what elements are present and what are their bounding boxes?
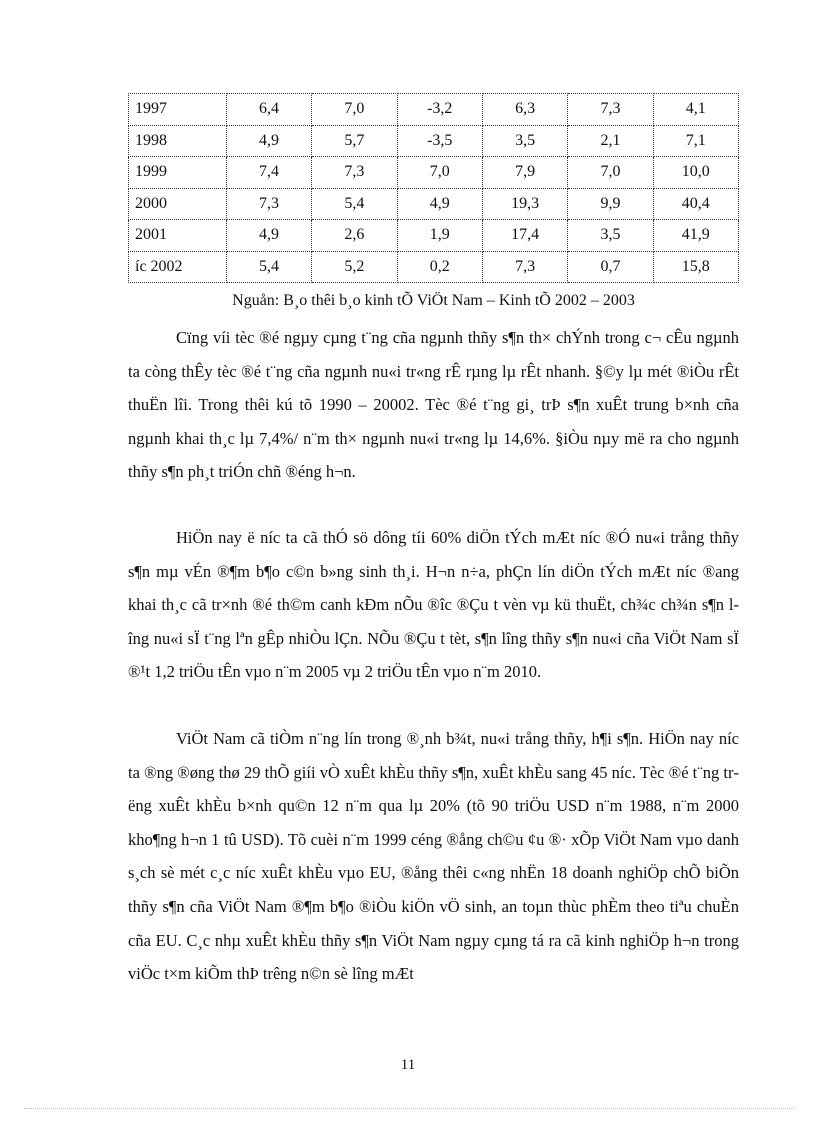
table-cell-value: 4,1 (653, 94, 738, 126)
table-cell-value: 41,9 (653, 220, 738, 252)
table-row (129, 251, 739, 283)
table-body (129, 94, 739, 283)
paragraph-1: Cïng víi tèc ®é ngµy cµng t¨ng cña ngµnh thñy s¶n th× chÝnh trong c¬ cÊu ngµnh ta còng thÊy tèc ®é t¨ng cña ngµnh nu«i tr«ng rÊ rµng lµ rÊt nhanh. §©y lµ mét ®iÒu rÊt thuËn lîi. Trong thêi kú tõ 1990 – 20002. Tèc ®é t¨ng gi¸ trÞ s¶n xuÊt trung b×nh cña ngµnh khai th¸c lµ 7,4%/ n¨m th× ngµnh nu«i tr«ng lµ 14,6%. §iÒu nµy më ra cho ngµnh thñy s¶n ph¸t triÓn chñ ®éng h¬n. (128, 328, 739, 482)
table-cell-value: 7,4 (226, 157, 311, 189)
table-cell-value: -3,2 (397, 94, 482, 126)
paragraph-2: HiÖn nay ë níc ta cã thÓ sö dông tíi 60% diÖn tÝch mÆt níc ®Ó nu«i trång thñy s¶n mµ vÉn ®¶m b¶o c©n b»ng sinh th¸i. H¬n n÷a, phÇn lín diÖn tÝch mÆt níc ®ang khai th¸c cã tr×nh ®é th©m canh kÐm nÕu ®îc ®Çu t vèn vµ kü thuËt, ch¾c ch¾n s¶n lîng nu«i sÏ t¨ng lªn gÊp nhiÒu lÇn. NÕu ®Çu t tèt, s¶n lîng thñy s¶n nu«i cña ViÖt Nam sÏ ®¹t 1,2 triÖu tÊn vµo n¨m 2005 vµ 2 triÖu tÊn vµo n¨m 2010. (128, 528, 739, 682)
table-cell-value: 40,4 (653, 188, 738, 220)
page-bottom-divider (24, 1108, 794, 1109)
table-cell-value: 5,4 (312, 188, 397, 220)
table-cell-value: 1,9 (397, 220, 482, 252)
table-cell-value: 15,8 (653, 251, 738, 283)
table-row (129, 94, 739, 126)
table-cell-year: íc 2002 (129, 251, 227, 283)
table-cell-value: 7,3 (312, 157, 397, 189)
table-cell-value: 7,1 (653, 125, 738, 157)
table-row (129, 125, 739, 157)
table-cell-value: 3,5 (482, 125, 567, 157)
table-cell-year: 2000 (129, 188, 227, 220)
table-cell-value: 6,4 (226, 94, 311, 126)
table-row (129, 188, 739, 220)
table-cell-value: 19,3 (482, 188, 567, 220)
statistics-table (128, 93, 739, 283)
table-cell-value: 17,4 (482, 220, 567, 252)
table-cell-value: 4,9 (226, 220, 311, 252)
table-cell-value: 0,7 (568, 251, 653, 283)
table-cell-value: 3,5 (568, 220, 653, 252)
page-number: 11 (400, 1057, 416, 1073)
table-cell-value: 7,0 (397, 157, 482, 189)
table-cell-year: 2001 (129, 220, 227, 252)
table-cell-value: 4,9 (226, 125, 311, 157)
paragraph-3: ViÖt Nam cã tiÒm n¨ng lín trong ®¸nh b¾t, nu«i trång thñy, h¶i s¶n. HiÖn nay níc ta ®ng ®øng thø 29 thÕ giíi vÒ xuÊt khÈu thñy s¶n, xuÊt khÈu sang 45 níc. Tèc ®é t¨ng trëng xuÊt khÈu b×nh qu©n 12 n¨m qua lµ 20% (tõ 90 triÖu USD n¨m 1988, n¨m 2000 kho¶ng h¬n 1 tû USD). Tõ cuèi n¨m 1999 céng ®ång ch©u ¢u ®· xÕp ViÖt Nam vµo danh s¸ch sè mét c¸c níc xuÊt khÈu vµo EU, ®ång thêi c«ng nhËn 18 doanh nghiÖp chÕ biÕn thñy s¶n cña ViÖt Nam ®¶m b¶o ®iÒu kiÖn vÖ sinh, an toµn thùc phÈm theo tiªu chuÈn cña EU. C¸c nhµ xuÊt khÈu thñy s¶n ViÖt Nam ngµy cµng tá ra cã kinh nghiÖp h¬n trong viÖc t×m kiÕm thÞ trêng n©n sè lîng mÆt (128, 729, 739, 984)
table-cell-value: 7,9 (482, 157, 567, 189)
table-cell-year: 1998 (129, 125, 227, 157)
table-cell-value: 4,9 (397, 188, 482, 220)
table-cell-value: 5,2 (312, 251, 397, 283)
table-row (129, 220, 739, 252)
table-cell-year: 1997 (129, 94, 227, 126)
table-cell-value: 7,3 (568, 94, 653, 126)
table-cell-value: 7,0 (312, 94, 397, 126)
table-row (129, 157, 739, 189)
table-cell-value: 10,0 (653, 157, 738, 189)
table-cell-value: -3,5 (397, 125, 482, 157)
table-cell-value: 7,3 (482, 251, 567, 283)
table-source-caption: Nguån: B¸o thêi b¸o kinh tÕ ViÖt Nam – Kinh tÕ 2002 – 2003 (232, 292, 635, 309)
table-cell-value: 5,7 (312, 125, 397, 157)
table-cell-value: 7,3 (226, 188, 311, 220)
table-cell-value: 0,2 (397, 251, 482, 283)
table-cell-value: 5,4 (226, 251, 311, 283)
table-cell-year: 1999 (129, 157, 227, 189)
table-cell-value: 2,1 (568, 125, 653, 157)
table-cell-value: 6,3 (482, 94, 567, 126)
table-cell-value: 9,9 (568, 188, 653, 220)
table-cell-value: 7,0 (568, 157, 653, 189)
table-cell-value: 2,6 (312, 220, 397, 252)
